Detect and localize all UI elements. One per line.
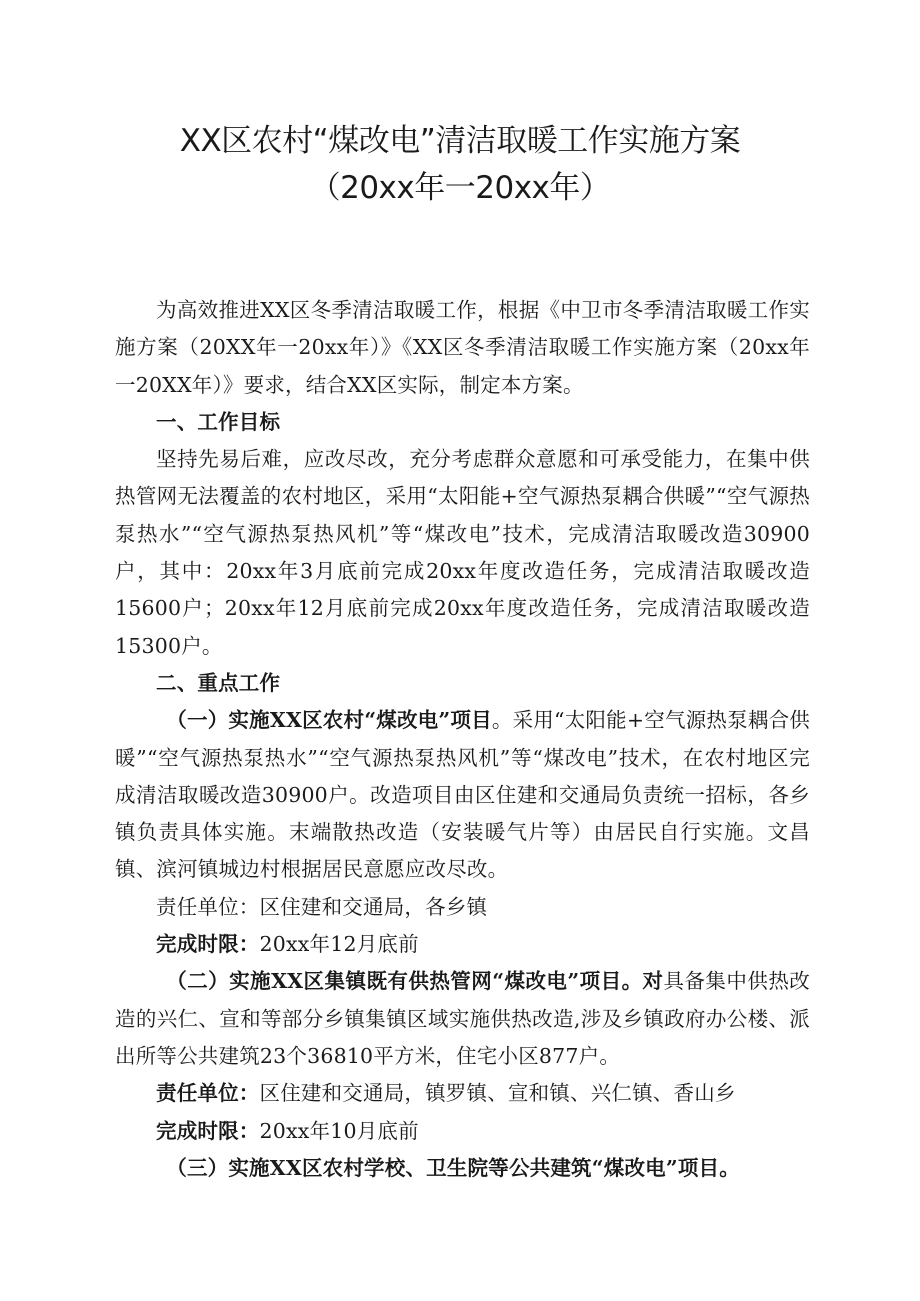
item-1-deadline [115,926,810,963]
item-1-responsibility [115,889,810,926]
item-2-deadline-label: 完成时限： [156,1118,260,1143]
document-body [115,292,810,1187]
document-subtitle: （20xx年一20xx年） [309,170,611,206]
title-block [0,118,920,212]
item-1-deadline-value: 20xx年12月底前 [259,932,419,957]
section-2-heading: 二、重点工作 [156,670,281,695]
item-2-responsibility [115,1075,810,1112]
section-1-heading: 一、工作目标 [156,409,281,434]
item-2-deadline-value: 20xx年10月底前 [259,1118,419,1143]
item-1-lead: （一）实施XX区农村“煤改电”项目 [166,708,492,733]
item-1-resp-value: 区住建和交通局，各乡镇 [259,894,488,919]
item-2-paragraph [115,963,810,1075]
item-1-resp-label: 责任单位： [156,894,260,919]
item-2-text: 具备集中供热改造的兴仁、宣和等部分乡镇集镇区域实施供热改造,涉及乡镇政府办公楼、派出所等公共建筑23个36810平方米，住宅小区877户。 [115,969,810,1068]
item-2-deadline [115,1113,810,1150]
item-1-deadline-label: 完成时限： [156,932,260,957]
item-2-resp-value: 区住建和交通局，镇罗镇、宣和镇、兴仁镇、香山乡 [259,1081,736,1106]
item-1-text: 。采用“太阳能+空气源热泵耦合供暖”“空气源热泵热水”“空气源热泵热风机”等“煤改电”技术，在农村地区完成清洁取暖改造30900户。改造项目由区住建和交通局负责统一招标，各乡镇负责具体实施。末端散热改造（安装暖气片等）由居民自行实施。文昌镇、滨河镇城边村根据居民意愿应改尽改。 [115,708,811,882]
document-title: XX区农村“煤改电”清洁取暖工作实施方案 [179,123,741,159]
item-3-heading: （三）实施XX区农村学校、卫生院等公共建筑“煤改电”项目。 [166,1155,740,1180]
item-1-paragraph [115,702,810,888]
section-1-body: 坚持先易后难，应改尽改，充分考虑群众意愿和可承受能力，在集中供热管网无法覆盖的农村地区，采用“太阳能+空气源热泵耦合供暖”“空气源热泵热水”“空气源热泵热风机”等“煤改电”技术，完成清洁取暖改造30900户，其中：20xx年3月底前完成20xx年度改造任务，完成清洁取暖改造15600户；20xx年12月底前完成20xx年度改造任务，完成清洁取暖改造15300户。 [115,447,810,658]
item-2-lead: （二）实施XX区集镇既有供热管网“煤改电”项目。对 [166,969,664,994]
intro-paragraph: 为高效推进XX区冬季清洁取暖工作，根据《中卫市冬季清洁取暖工作实施方案（20XX年一20xx年）》《XX区冬季清洁取暖工作实施方案（20xx年一20XX年）》要求，结合XX区实际，制定本方案。 [115,298,810,397]
item-2-resp-label: 责任单位： [156,1081,260,1106]
